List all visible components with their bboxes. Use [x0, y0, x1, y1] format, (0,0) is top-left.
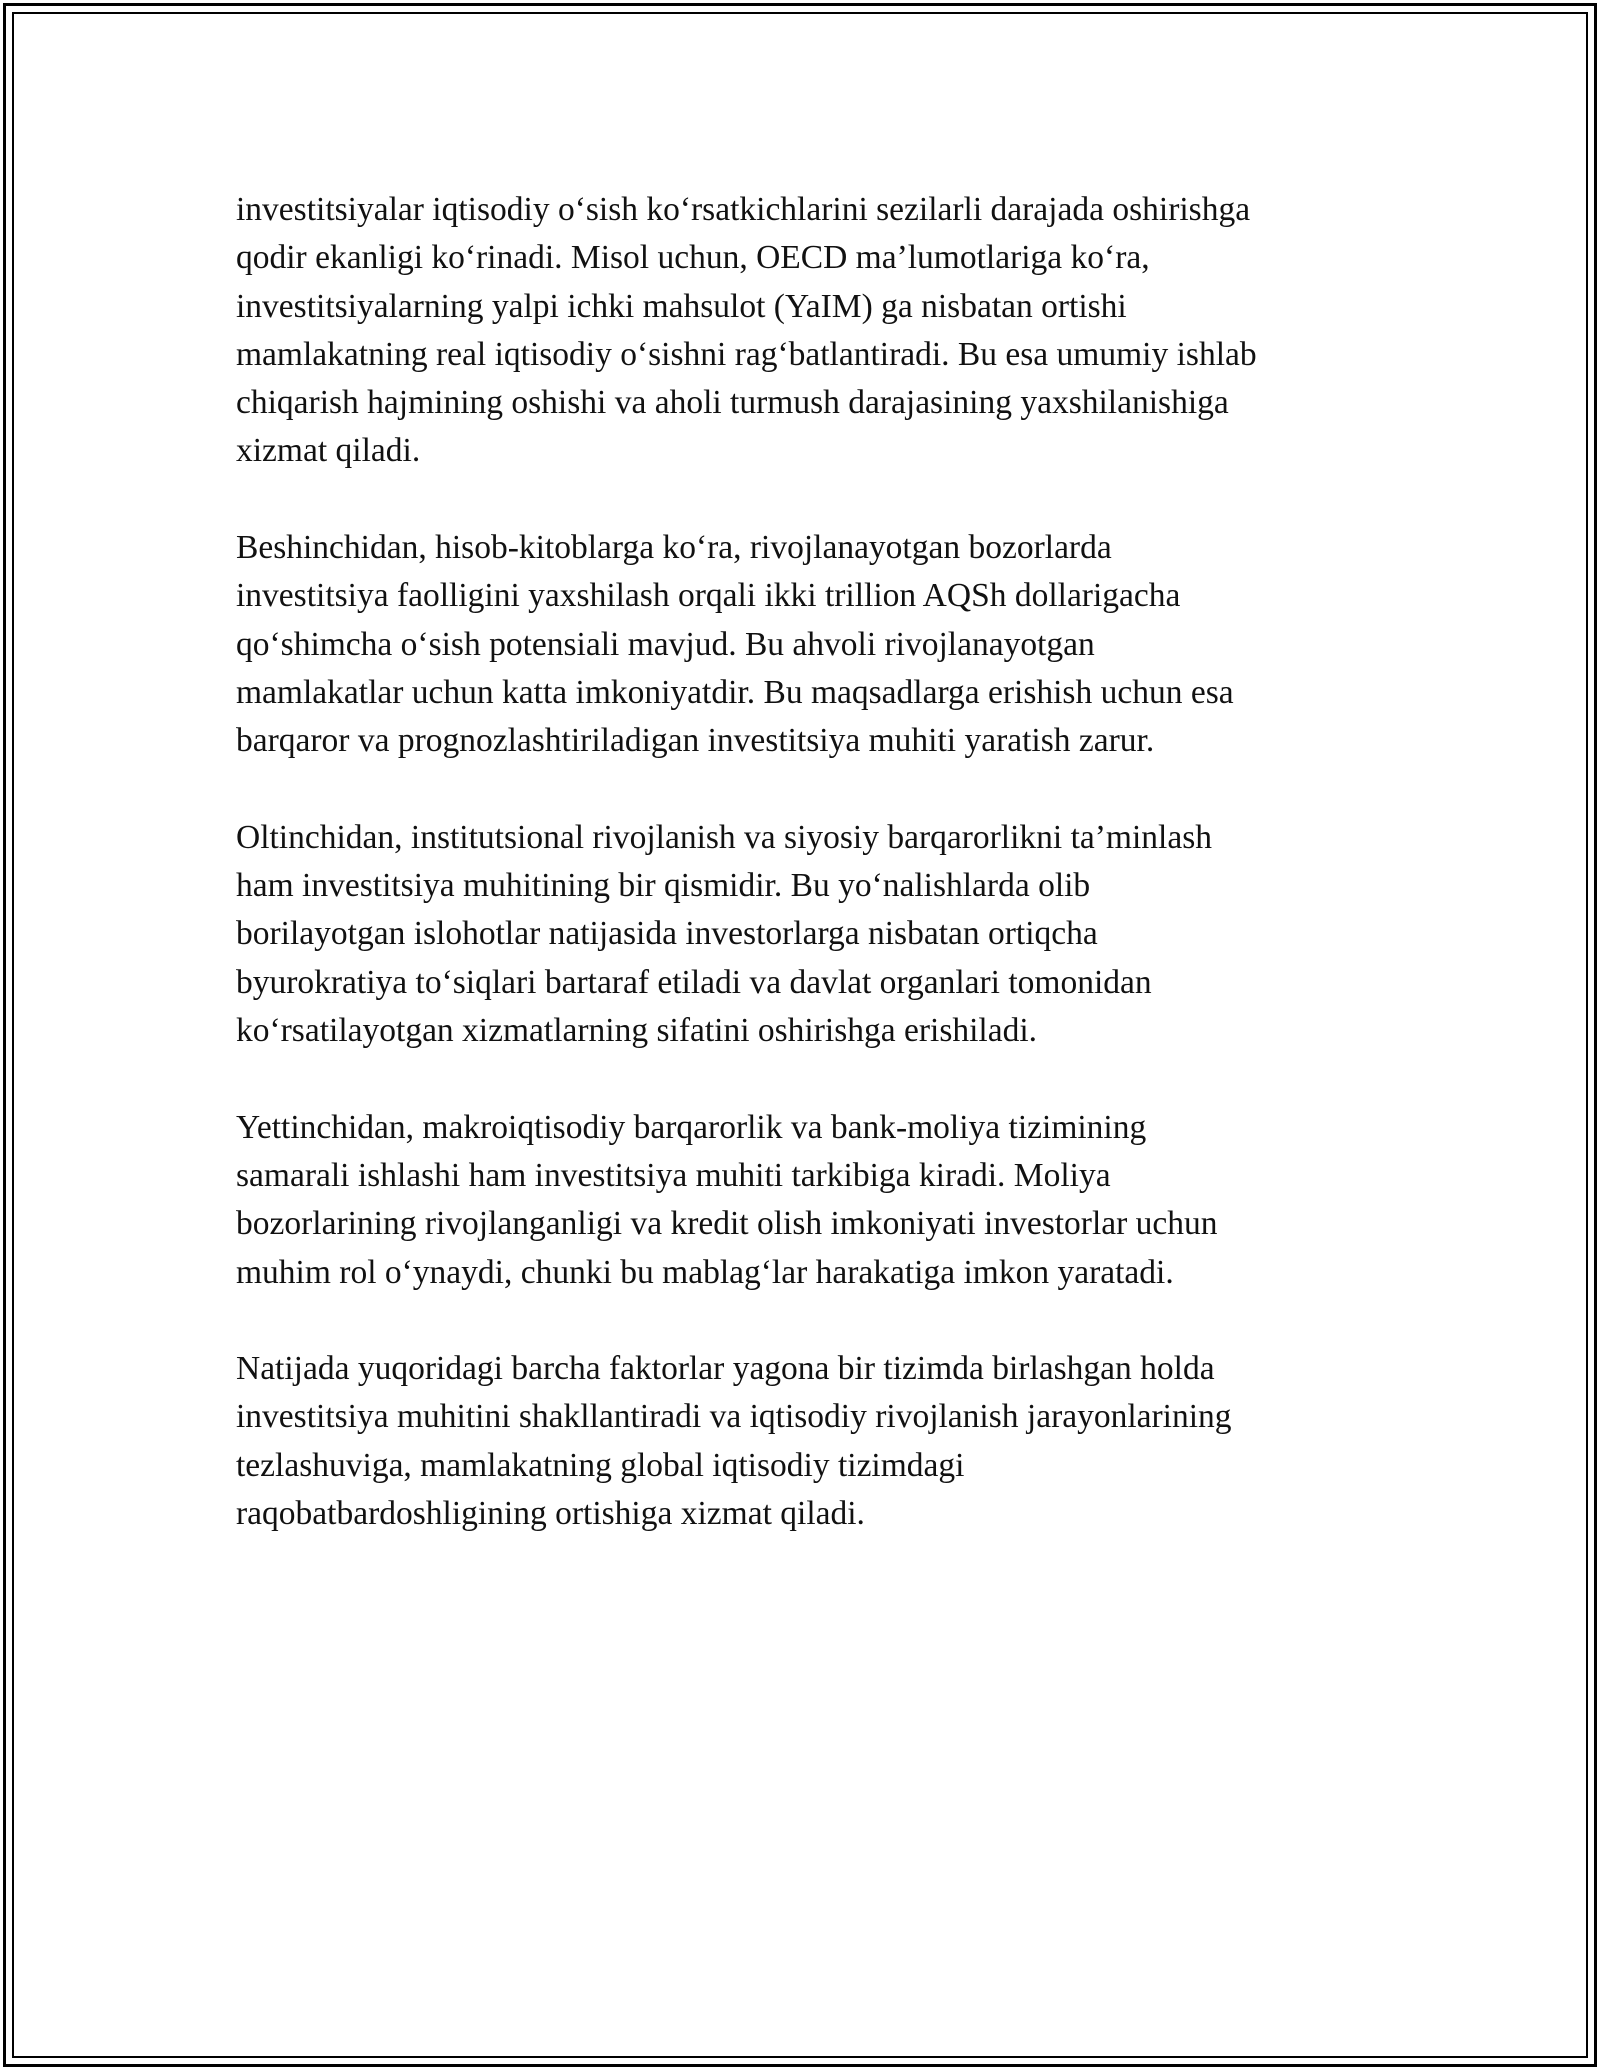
paragraph-5 [236, 1345, 1371, 1538]
text-line: chiqarish hajmining oshishi va aholi turmush darajasining yaxshilanishiga [236, 384, 1229, 422]
text-line: byurokratiya to‘siqlari bartaraf etiladi va davlat organlari tomonidan [236, 963, 1152, 1001]
paragraph-3 [236, 814, 1371, 1055]
paragraph-1 [236, 186, 1371, 476]
text-line: raqobatbardoshligining ortishiga xizmat qiladi. [236, 1495, 865, 1533]
text-line: qodir ekanligi ko‘rinadi. Misol uchun, OECD ma’lumotlariga ko‘ra, [236, 239, 1150, 277]
text-line: bozorlarining rivojlanganligi va kredit olish imkoniyati investorlar uchun [236, 1205, 1218, 1243]
text-line: Natijada yuqoridagi barcha faktorlar yagona bir tizimda birlashgan holda [236, 1350, 1215, 1388]
text-line: muhim rol o‘ynaydi, chunki bu mablag‘lar harakatiga imkon yaratadi. [236, 1253, 1174, 1291]
text-line: samarali ishlashi ham investitsiya muhiti tarkibiga kiradi. Moliya [236, 1156, 1111, 1194]
paragraph-2 [236, 524, 1371, 765]
text-line: mamlakatning real iqtisodiy o‘sishni rag‘batlantiradi. Bu esa umumiy ishlab [236, 335, 1257, 373]
text-line: xizmat qiladi. [236, 432, 421, 470]
text-line: investitsiyalar iqtisodiy o‘sish ko‘rsatkichlarini sezilarli darajada oshirishga [236, 191, 1251, 228]
text-line: borilayotgan islohotlar natijasida investorlarga nisbatan ortiqcha [236, 915, 1098, 953]
text-line: Beshinchidan, hisob-kitoblarga ko‘ra, rivojlanayotgan bozorlarda [236, 529, 1112, 567]
text-line: tezlashuviga, mamlakatning global iqtisodiy tizimdagi [236, 1446, 965, 1484]
text-line: barqaror va prognozlashtiriladigan investitsiya muhiti yaratish zarur. [236, 722, 1155, 760]
text-line: qo‘shimcha o‘sish potensiali mavjud. Bu ahvoli rivojlanayotgan [236, 625, 1095, 663]
document-body [236, 186, 1371, 1587]
text-line: ko‘rsatilayotgan xizmatlarning sifatini oshirishga erishiladi. [236, 1012, 1038, 1050]
text-line: mamlakatlar uchun katta imkoniyatdir. Bu maqsadlarga erishish uchun esa [236, 673, 1234, 711]
text-line: ham investitsiya muhitining bir qismidir. Bu yo‘nalishlarda olib [236, 867, 1091, 905]
text-line: Yettinchidan, makroiqtisodiy barqarorlik va bank-moliya tizimining [236, 1108, 1147, 1146]
text-line: investitsiyalarning yalpi ichki mahsulot (YaIM) ga nisbatan ortishi [236, 287, 1127, 325]
text-line: Oltinchidan, institutsional rivojlanish va siyosiy barqarorlikni ta’minlash [236, 818, 1213, 856]
text-line: investitsiya faolligini yaxshilash orqali ikki trillion AQSh dollarigacha [236, 577, 1181, 615]
paragraph-4 [236, 1104, 1371, 1297]
text-line: investitsiya muhitini shakllantiradi va iqtisodiy rivojlanish jarayonlarining [236, 1398, 1232, 1436]
